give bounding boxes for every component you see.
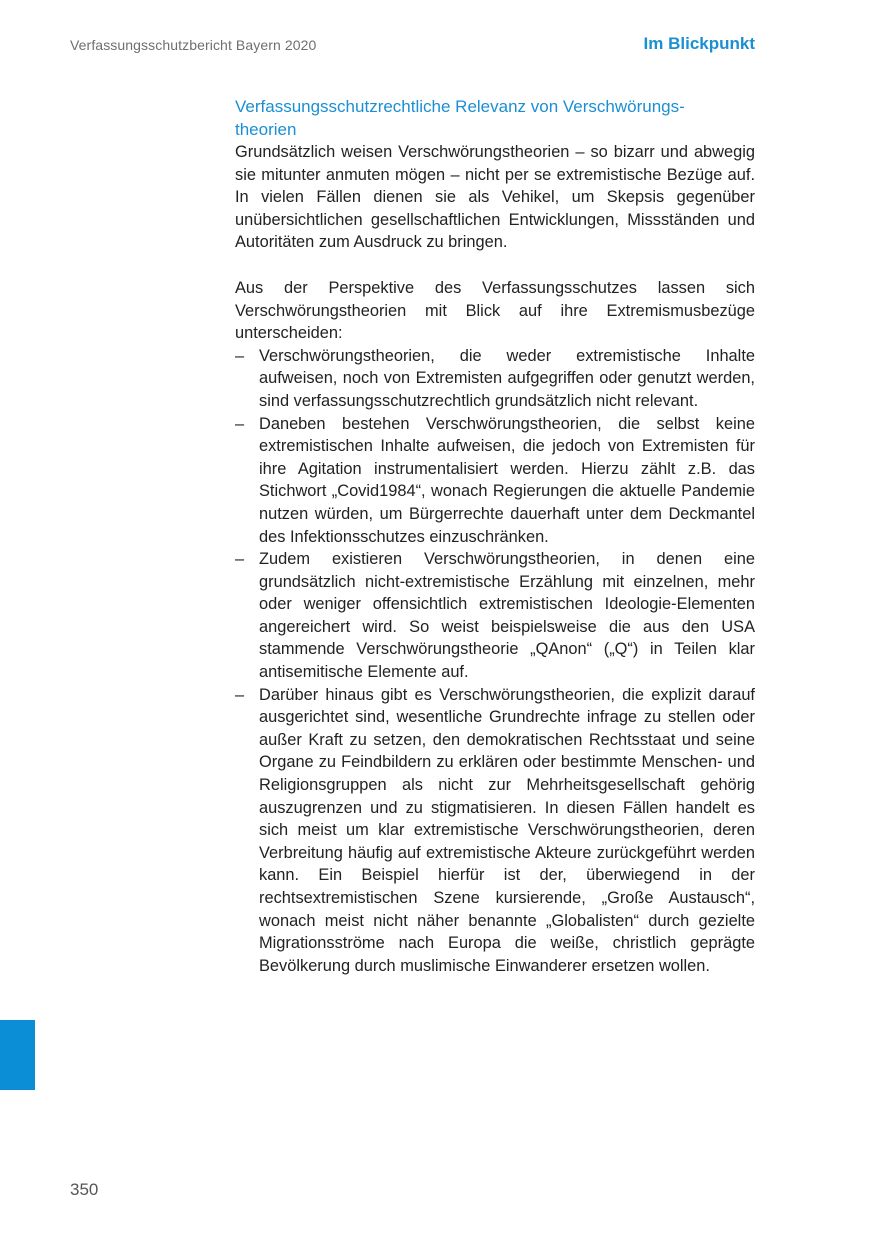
paragraph-1: Grundsätzlich weisen Verschwörungstheorien – so bizarr und abwegig sie mitunter anmuten mögen – nicht per se extremistische Bezüge auf. In vielen Fällen dienen sie als Vehikel, um Skepsis gegenüber unübersichtlichen gesellschaftlichen Entwicklungen, Missständen und Autoritäten zum Ausdruck zu bringen. (235, 143, 755, 252)
dash-marker: – (235, 685, 245, 704)
chapter-side-tab (0, 1020, 35, 1090)
list-item-text: Verschwörungstheorien, die weder extremistische Inhalte aufweisen, noch von Extremisten aufgegriffen oder genutzt werden, sind verfassungsschutzrechtlich grundsätzlich nicht relevant. (259, 346, 755, 410)
article-heading (235, 95, 755, 141)
page-number: 350 (70, 1180, 99, 1199)
list-item-text: Daneben bestehen Verschwörungstheorien, die selbst keine extremistischen Inhalte aufweisen, die jedoch von Extremisten für ihre Agitation instrumentalisiert werden. Hierzu zählt z.B. das Stichwort „Covid1984“, wonach Regierungen die aktuelle Pandemie nutzen würden, um Bürgerrechte dauerhaft unter dem Deckmantel des Infektionsschutzes einzuschränken. (259, 414, 755, 546)
dash-marker: – (235, 414, 245, 433)
dash-marker: – (235, 346, 245, 365)
article-body (235, 95, 755, 977)
list-item (235, 413, 755, 549)
section-title: Im Blickpunkt (643, 34, 755, 53)
article-heading-line2: theorien (235, 120, 297, 139)
list-item (235, 548, 755, 684)
running-head: Verfassungsschutzbericht Bayern 2020 (70, 37, 317, 53)
list-item-text: Darüber hinaus gibt es Verschwörungstheorien, die explizit darauf ausgerichtet sind, wesentliche Grundrechte infrage zu stellen oder außer Kraft zu setzen, den demokratischen Rechtsstaat und seine Organe zu Feindbildern zu erklären oder bestimmte Menschen- und Religionsgruppen als nicht zur Mehrheitsgesellschaft gehörig auszugrenzen und zu stigmatisieren. In diesen Fällen handelt es sich meist um klar extremistische Verschwörungstheorien, deren Verbreitung häufig auf extremistische Akteure zurückgeführt werden kann. Ein Beispiel hierfür ist der, überwiegend in der rechtsextremistischen Szene kursierende, „Große Austausch“, wonach meist nicht näher benannte „Globalisten“ durch gezielte Migrationsströme nach Europa die weiße, christlich geprägte Bevölkerung durch muslimische Einwanderer ersetzen wollen. (259, 685, 755, 975)
dash-list (235, 345, 755, 978)
dash-marker: – (235, 550, 245, 569)
list-item-text: Zudem existieren Verschwörungstheorien, in denen eine grundsätzlich nicht-extremistische Erzählung mit einzelnen, mehr oder weniger offensichtlich extremistischen Ideologie-Elementen angereichert wird. So weist beispielsweise die aus den USA stammende Verschwörungstheorie „QAnon“ („Q“) in Teilen klar antisemitische Elemente auf. (259, 550, 755, 682)
list-item (235, 684, 755, 978)
list-item (235, 345, 755, 413)
paragraph-2: Aus der Perspektive des Verfassungsschutzes lassen sich Verschwörungstheorien mit Blick auf ihre Extremismusbezüge unterscheiden: (235, 278, 755, 343)
article-heading-line1: Verfassungsschutzrechtliche Relevanz von Verschwörungs- (235, 97, 685, 116)
